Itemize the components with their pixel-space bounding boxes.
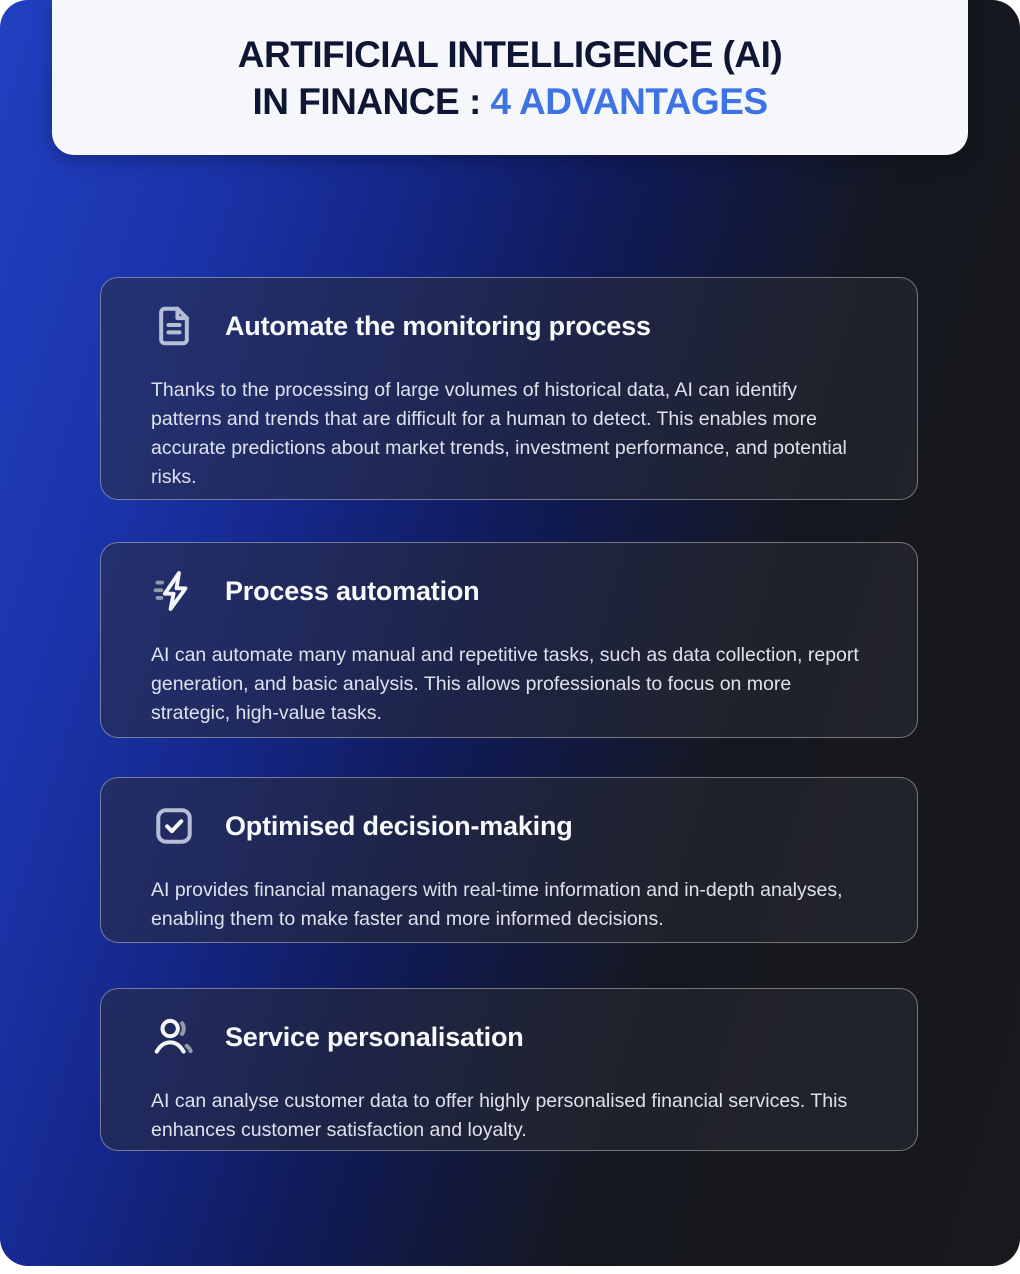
- card-header: [151, 1011, 869, 1063]
- header-card: [52, 0, 968, 155]
- card-header: [151, 800, 869, 852]
- card-title: Service personalisation: [225, 1021, 524, 1052]
- lightning-icon: [151, 568, 197, 614]
- page-title-line2-accent: 4 ADVANTAGES: [490, 80, 768, 122]
- card-body-text: AI can automate many manual and repetitive tasks, such as data collection, report generation, and basic analysis. This allows professionals to focus on more strategic, high-value tasks.: [151, 644, 859, 724]
- card-body-text: AI can analyse customer data to offer highly personalised financial services. This enhances customer satisfaction and loyalty.: [151, 1090, 848, 1141]
- card-body-text: AI provides financial managers with real-time information and in-depth analyses, enabling them to make faster and more informed decisions.: [151, 879, 843, 930]
- page-title-line1: ARTIFICIAL INTELLIGENCE (AI): [237, 33, 783, 75]
- card-title: Optimised decision-making: [225, 810, 573, 841]
- user-icon: [151, 1014, 197, 1060]
- card-title: Process automation: [225, 575, 480, 606]
- advantage-card-monitoring: [100, 277, 918, 500]
- card-body-text: Thanks to the processing of large volumes of historical data, AI can identify patterns and trends that are difficult for a human to detect. This enables more accurate predictions about market trends, investment performance, and potential risks.: [151, 379, 847, 488]
- card-header: [151, 565, 869, 617]
- document-icon: [151, 303, 197, 349]
- advantage-card-personalisation: [100, 988, 918, 1151]
- card-title: Automate the monitoring process: [225, 310, 651, 341]
- card-header: [151, 300, 869, 352]
- advantage-card-automation: [100, 542, 918, 738]
- advantage-card-decision: [100, 777, 918, 943]
- page-title-line2: [252, 78, 767, 125]
- checkbox-icon: [151, 803, 197, 849]
- page-title-line2-prefix: IN FINANCE :: [252, 80, 481, 122]
